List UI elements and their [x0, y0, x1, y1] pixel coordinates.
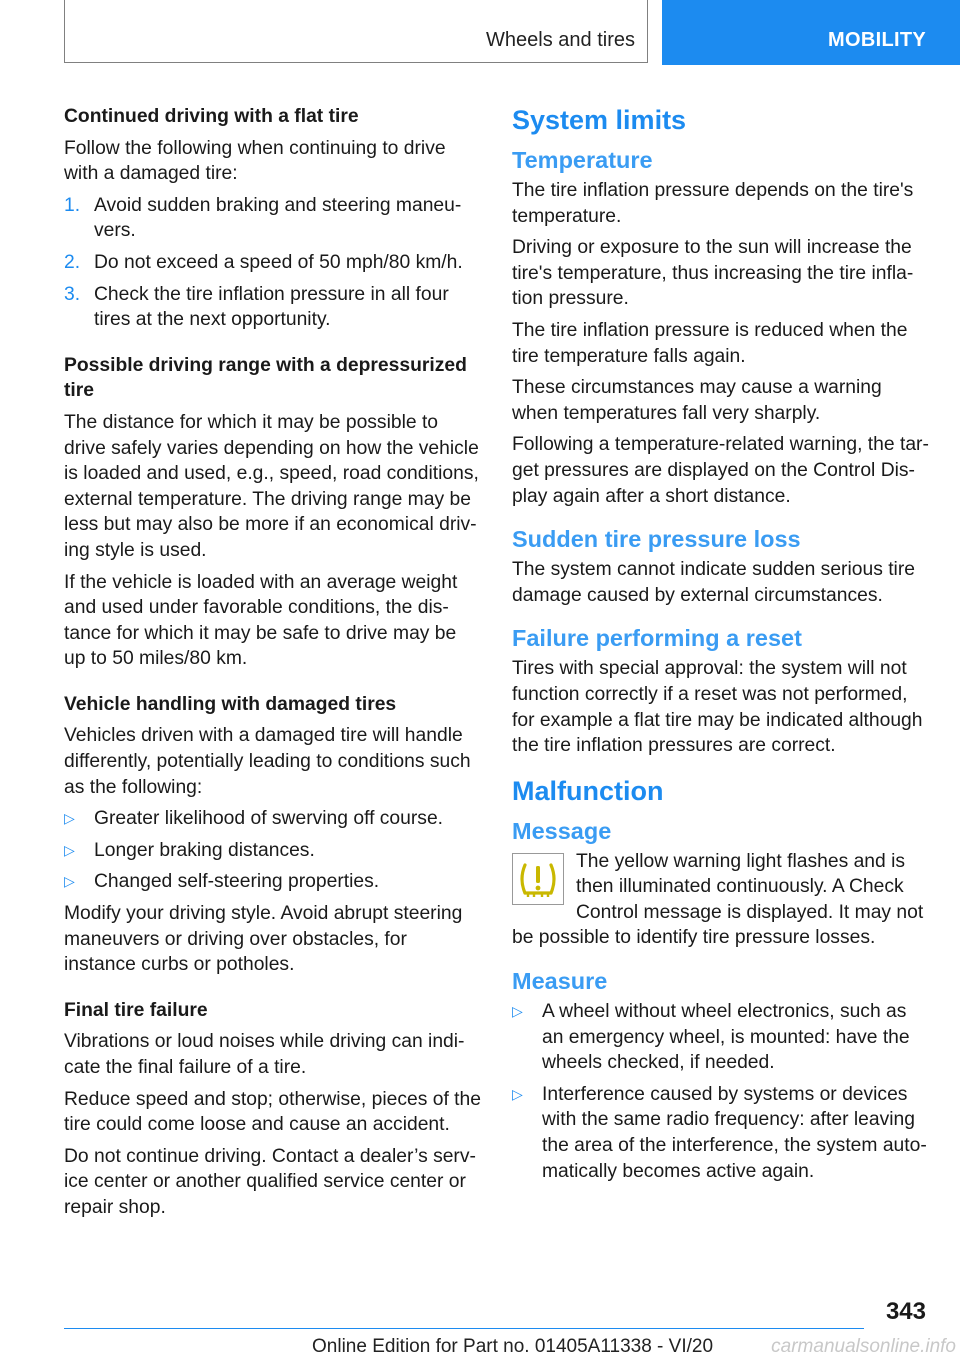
- left-column: [64, 104, 482, 1227]
- measure-heading: Measure: [512, 968, 608, 995]
- continued-driving-intro: Follow the following when continuing to drive with a damaged tire:: [64, 137, 446, 185]
- continued-driving-heading: Continued driving with a flat tire: [64, 106, 359, 127]
- temperature-heading: Temperature: [512, 147, 653, 173]
- final-failure-heading: Final tire failure: [64, 999, 208, 1021]
- right-column: [512, 104, 930, 1190]
- tire-pressure-warning-icon: [512, 853, 564, 905]
- temperature-paragraph-5: Following a temperature-related warning, the tar-get pressures are displayed on the Control Dis-play again after a short distance.: [512, 434, 929, 507]
- message-block: [512, 849, 930, 951]
- sudden-loss-heading: Sudden tire pressure loss: [512, 526, 801, 553]
- list-item: [512, 1082, 930, 1184]
- edition-text: Online Edition for Part no. 01405A11338 - VI/20: [312, 1336, 714, 1357]
- temperature-paragraph-4: These circumstances may cause a warning when temperatures fall very sharply.: [512, 377, 882, 424]
- list-item: [64, 806, 482, 832]
- triangle-bullet-icon: ▷: [64, 873, 75, 890]
- triangle-bullet-icon: ▷: [512, 1003, 523, 1020]
- triangle-bullet-icon: ▷: [64, 810, 75, 827]
- temperature-paragraph-1: The tire inflation pressure depends on the tire's temperature.: [512, 180, 914, 227]
- measure-list: [512, 999, 930, 1184]
- step-text: Do not exceed a speed of 50 mph/80 km/h.: [94, 251, 463, 273]
- triangle-bullet-icon: ▷: [64, 841, 75, 858]
- triangle-bullet-icon: ▷: [512, 1085, 523, 1102]
- step-item: [64, 250, 482, 276]
- list-item-text: Longer braking distances.: [94, 839, 315, 861]
- final-failure-paragraph-3: Do not continue driving. Contact a dealer’s serv-ice center or another qualified service center or repair shop.: [64, 1145, 476, 1218]
- driving-range-paragraph-1: The distance for which it may be possible to drive safely varies depending on how the vehicle is loaded and used, e.g., speed, road conditions, external temperature. The driving range may be less but may also be more if an economical driv-ing style is used.: [64, 411, 479, 561]
- step-item: [64, 193, 482, 244]
- watermark: carmanualsonline.info: [771, 1336, 956, 1357]
- driving-range-paragraph-2: If the vehicle is loaded with an average weight and used under favorable conditions, the dis-tance for which it may be safe to drive may be up to 50 miles/80 km.: [64, 571, 458, 670]
- message-paragraph: The yellow warning light flashes and is then illuminated continuously. A Check Control message is displayed. It may not be possible to identify tire pressure losses.: [512, 850, 924, 949]
- malfunction-heading: Malfunction: [512, 775, 664, 806]
- temperature-paragraph-3: The tire inflation pressure is reduced when the tire temperature falls again.: [512, 319, 908, 367]
- step-number: 1.: [64, 194, 81, 216]
- step-item: [64, 282, 482, 333]
- section-title: Wheels and tires: [486, 29, 635, 51]
- page-number: 343: [885, 1298, 926, 1325]
- vehicle-handling-outro: Modify your driving style. Avoid abrupt steering maneuvers or driving over obstacles, for instance curbs or potholes.: [64, 903, 463, 976]
- chapter-tab: [662, 0, 960, 65]
- system-limits-heading: System limits: [512, 105, 687, 135]
- message-heading: Message: [512, 817, 612, 844]
- continued-driving-steps: [64, 193, 482, 333]
- reset-failure-paragraph: Tires with special approval: the system will not function correctly if a reset was not performed, for example a flat tire may be indicated although the tire inflation pressures are correct.: [512, 658, 923, 757]
- step-text: Avoid sudden braking and steering maneu-vers.: [94, 194, 462, 242]
- driving-range-heading: Possible driving range with a depressurized tire: [64, 354, 467, 402]
- list-item: [64, 838, 482, 864]
- final-failure-paragraph-2: Reduce speed and stop; otherwise, pieces of the tire could come loose and cause an accident.: [64, 1088, 481, 1136]
- vehicle-handling-list: [64, 806, 482, 895]
- vehicle-handling-intro: Vehicles driven with a damaged tire will handle differently, potentially leading to conditions such as the following:: [64, 725, 471, 798]
- list-item-text: Changed self-steering properties.: [94, 871, 380, 893]
- list-item: [64, 869, 482, 895]
- chapter-label: MOBILITY: [828, 29, 926, 51]
- list-item-text: Interference caused by systems or devices with the same radio frequency: after leaving the area of the interference, the system auto-matically becomes active again.: [542, 1083, 927, 1182]
- final-failure-paragraph-1: Vibrations or loud noises while driving can indi-cate the final failure of a tire.: [64, 1031, 465, 1078]
- step-number: 3.: [64, 283, 81, 305]
- list-item-text: A wheel without wheel electronics, such as an emergency wheel, is mounted: have the wheels checked, if needed.: [542, 1001, 910, 1074]
- vehicle-handling-heading: Vehicle handling with damaged tires: [64, 693, 397, 715]
- list-item: [512, 999, 930, 1076]
- step-text: Check the tire inflation pressure in all four tires at the next opportunity.: [94, 283, 449, 331]
- step-number: 2.: [64, 251, 81, 273]
- temperature-paragraph-2: Driving or exposure to the sun will increase the tire's temperature, thus increasing the tire infla-tion pressure.: [512, 237, 914, 310]
- sudden-loss-paragraph: The system cannot indicate sudden serious tire damage caused by external circumstances.: [512, 559, 915, 606]
- footer-divider: [64, 1328, 864, 1329]
- list-item-text: Greater likelihood of swerving off course.: [94, 808, 444, 830]
- reset-failure-heading: Failure performing a reset: [512, 625, 802, 652]
